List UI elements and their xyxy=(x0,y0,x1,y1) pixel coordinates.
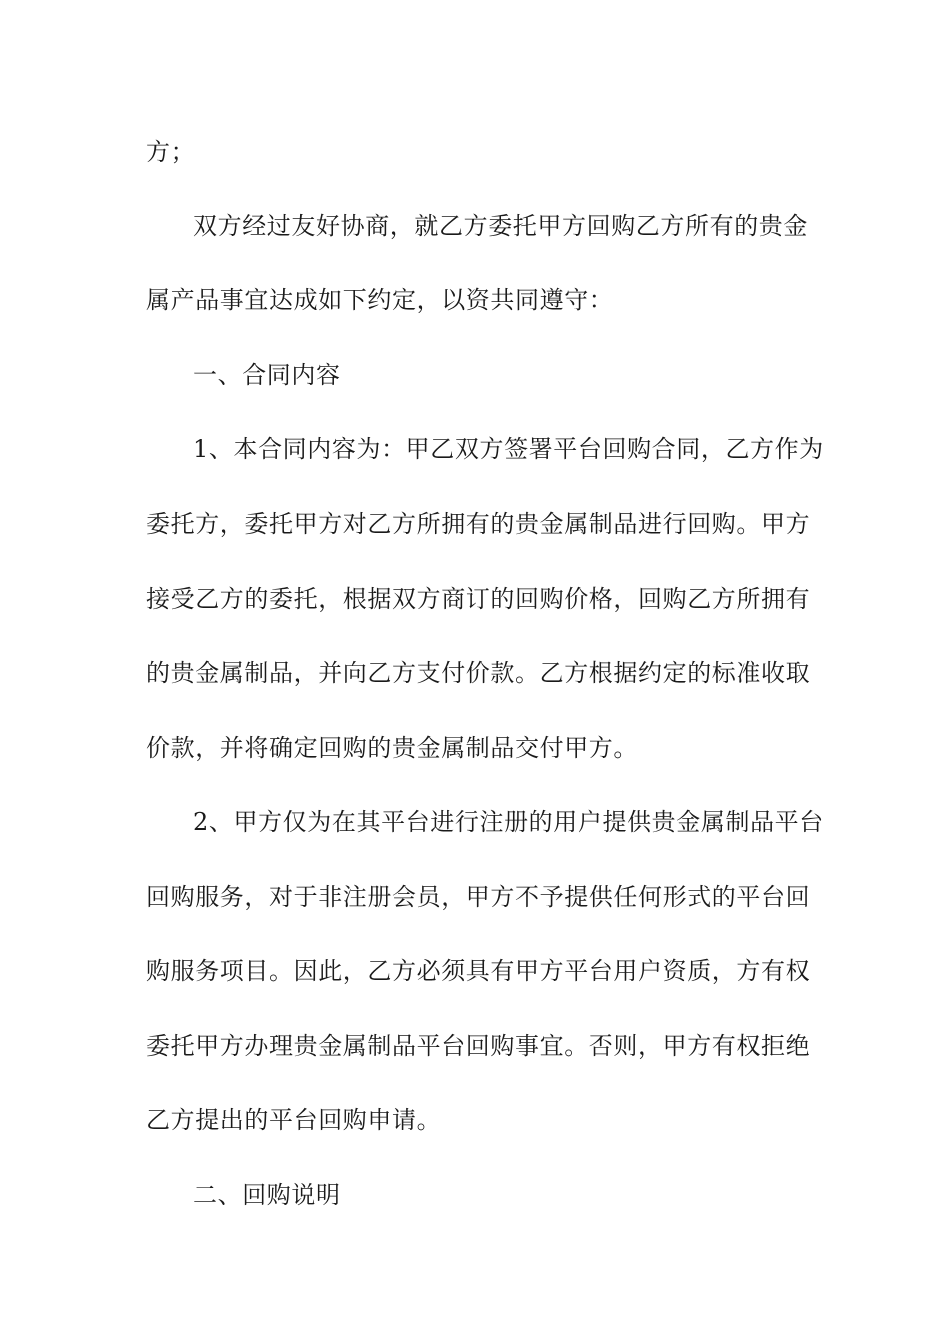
paragraph-line: 1、本合同内容为：甲乙双方签署平台回购合同，乙方作为 xyxy=(193,435,824,463)
paragraph-line: 接受乙方的委托，根据双方商订的回购价格，回购乙方所拥有 xyxy=(146,585,811,613)
paragraph-line: 的贵金属制品，并向乙方支付价款。乙方根据约定的标准收取 xyxy=(146,659,811,687)
paragraph-line: 价款，并将确定回购的贵金属制品交付甲方。 xyxy=(146,734,638,762)
paragraph-line: 购服务项目。因此，乙方必须具有甲方平台用户资质，方有权 xyxy=(146,957,811,985)
section-heading: 二、回购说明 xyxy=(193,1181,341,1209)
paragraph-line: 2、甲方仅为在其平台进行注册的用户提供贵金属制品平台 xyxy=(193,808,824,836)
paragraph-line: 委托甲方办理贵金属制品平台回购事宜。否则，甲方有权拒绝 xyxy=(146,1032,811,1060)
section-heading: 一、合同内容 xyxy=(193,361,341,389)
paragraph-line: 方； xyxy=(146,138,196,166)
paragraph-line: 委托方，委托甲方对乙方所拥有的贵金属制品进行回购。甲方 xyxy=(146,510,811,538)
paragraph-line: 属产品事宜达成如下约定，以资共同遵守： xyxy=(146,286,614,314)
paragraph-line: 乙方提出的平台回购申请。 xyxy=(146,1106,442,1134)
paragraph-line: 回购服务，对于非注册会员，甲方不予提供任何形式的平台回 xyxy=(146,883,811,911)
paragraph-line: 双方经过友好协商，就乙方委托甲方回购乙方所有的贵金 xyxy=(193,212,808,240)
